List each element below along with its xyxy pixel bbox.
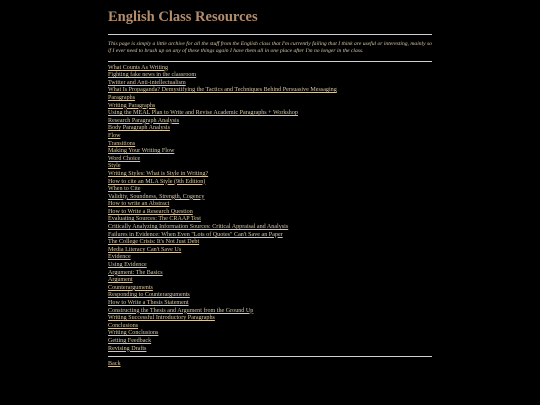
resource-link[interactable]: Revising Drafts bbox=[108, 345, 147, 352]
resource-link[interactable]: Counterarguments bbox=[108, 284, 153, 291]
resource-link[interactable]: Critically Analyzing Information Sources: Critical Appraisal and Analysis bbox=[108, 224, 289, 231]
resource-link[interactable]: Twitter and Anti-intellectualism bbox=[108, 79, 186, 86]
list-item bbox=[108, 232, 432, 240]
resource-link[interactable]: Media Literacy Can't Save Us bbox=[108, 246, 182, 253]
list-item bbox=[108, 179, 432, 187]
resource-link[interactable]: Transitions bbox=[108, 140, 136, 147]
resource-link[interactable]: Failures in Evidence: When Even "Lots of Quotes" Can't Save an Paper bbox=[108, 231, 283, 238]
resource-link[interactable]: Responding to Counterarguments bbox=[108, 292, 190, 299]
divider-middle bbox=[108, 61, 432, 62]
list-item bbox=[108, 163, 432, 171]
divider-top bbox=[108, 34, 432, 35]
list-item bbox=[108, 194, 432, 202]
list-item bbox=[108, 72, 432, 80]
list-item bbox=[108, 239, 432, 247]
list-item bbox=[108, 338, 432, 346]
resource-link[interactable]: The College Crisis: It's Not Just Debt bbox=[108, 239, 200, 246]
list-item bbox=[108, 270, 432, 278]
list-item bbox=[108, 141, 432, 149]
list-item bbox=[108, 315, 432, 323]
resource-link[interactable]: How to cite an MLA Style (9th Edition) bbox=[108, 178, 206, 185]
list-item bbox=[108, 133, 432, 141]
list-item bbox=[108, 216, 432, 224]
list-item bbox=[108, 87, 432, 95]
resource-link[interactable]: Conclusions bbox=[108, 322, 139, 329]
list-item bbox=[108, 262, 432, 270]
list-item bbox=[108, 156, 432, 164]
list-item bbox=[108, 346, 432, 354]
list-item bbox=[108, 95, 432, 103]
resource-link[interactable]: Using the MEAL Plan to Write and Revise Academic Paragraphs + Workshop bbox=[108, 110, 298, 117]
list-item bbox=[108, 103, 432, 111]
resource-link[interactable]: What Is Propaganda? Demystifying the Tactics and Techniques Behind Persuasive Messaging bbox=[108, 87, 337, 94]
list-item bbox=[108, 247, 432, 255]
resource-link[interactable]: Research Paragraph Analysis bbox=[108, 117, 180, 124]
resource-link[interactable]: Writing Styles: What is Style in Writing? bbox=[108, 170, 209, 177]
list-item bbox=[108, 323, 432, 331]
resource-link[interactable]: Using Evidence bbox=[108, 262, 147, 269]
resource-link[interactable]: When to Cite bbox=[108, 186, 141, 193]
resource-link[interactable]: Body Paragraph Analysis bbox=[108, 125, 170, 132]
resource-link[interactable]: Flow bbox=[108, 132, 121, 139]
list-item bbox=[108, 224, 432, 232]
page-title: English Class Resources bbox=[108, 9, 258, 25]
list-item bbox=[108, 148, 432, 156]
list-item bbox=[108, 125, 432, 133]
resource-link-list bbox=[108, 65, 432, 354]
resource-link[interactable]: Evaluating Sources: The CRAAP Test bbox=[108, 216, 201, 223]
resource-link[interactable]: Style bbox=[108, 163, 121, 170]
list-item bbox=[108, 110, 432, 118]
resource-link[interactable]: Word Choice bbox=[108, 155, 141, 162]
resource-link[interactable]: How to Write a Thesis Statement bbox=[108, 300, 189, 306]
resource-link[interactable]: Writing Paragraphs bbox=[108, 102, 156, 109]
list-item bbox=[108, 171, 432, 179]
back-link-container bbox=[108, 360, 432, 368]
resource-link[interactable]: What Counts As Writing bbox=[108, 64, 169, 71]
intro-text: This page is simply a little archive for all the stuff from the English class that I'm currently failing that I think are useful or interesting, mainly so if I ever need to brush up on any of these things again I have them all in one place after I'm no longer in the class. bbox=[108, 41, 432, 55]
resource-link[interactable]: Getting Feedback bbox=[108, 337, 152, 344]
list-item bbox=[108, 300, 432, 308]
list-item bbox=[108, 118, 432, 126]
resource-link[interactable]: How to Write a Research Question bbox=[108, 208, 193, 215]
list-item bbox=[108, 201, 432, 209]
resource-link[interactable]: Argument: The Basics bbox=[108, 269, 163, 276]
list-item bbox=[108, 292, 432, 300]
resource-link[interactable]: Validity, Soundness, Strength, Cogency bbox=[108, 193, 205, 200]
resource-link[interactable]: Paragraphs bbox=[108, 94, 136, 101]
divider-bottom bbox=[108, 356, 432, 357]
list-item bbox=[108, 285, 432, 293]
resource-link[interactable]: Argument bbox=[108, 277, 133, 284]
resource-link[interactable]: Making Your Writing Flow bbox=[108, 148, 175, 155]
list-item bbox=[108, 209, 432, 217]
resource-link[interactable]: Writing Successful Introductory Paragraphs bbox=[108, 315, 215, 322]
back-link[interactable]: Back bbox=[108, 361, 121, 368]
list-item bbox=[108, 330, 432, 338]
resource-link[interactable]: Evidence bbox=[108, 254, 131, 261]
resource-link[interactable]: How to write an Abstract bbox=[108, 201, 170, 208]
resource-link[interactable]: Fighting fake news in the classroom bbox=[108, 72, 197, 79]
list-item bbox=[108, 254, 432, 262]
list-item bbox=[108, 186, 432, 194]
resource-link[interactable]: Constructing the Thesis and Argument from the Ground Up bbox=[108, 307, 254, 314]
list-item bbox=[108, 277, 432, 285]
page-container bbox=[108, 0, 432, 368]
resource-link[interactable]: Writing Conclusions bbox=[108, 330, 159, 337]
